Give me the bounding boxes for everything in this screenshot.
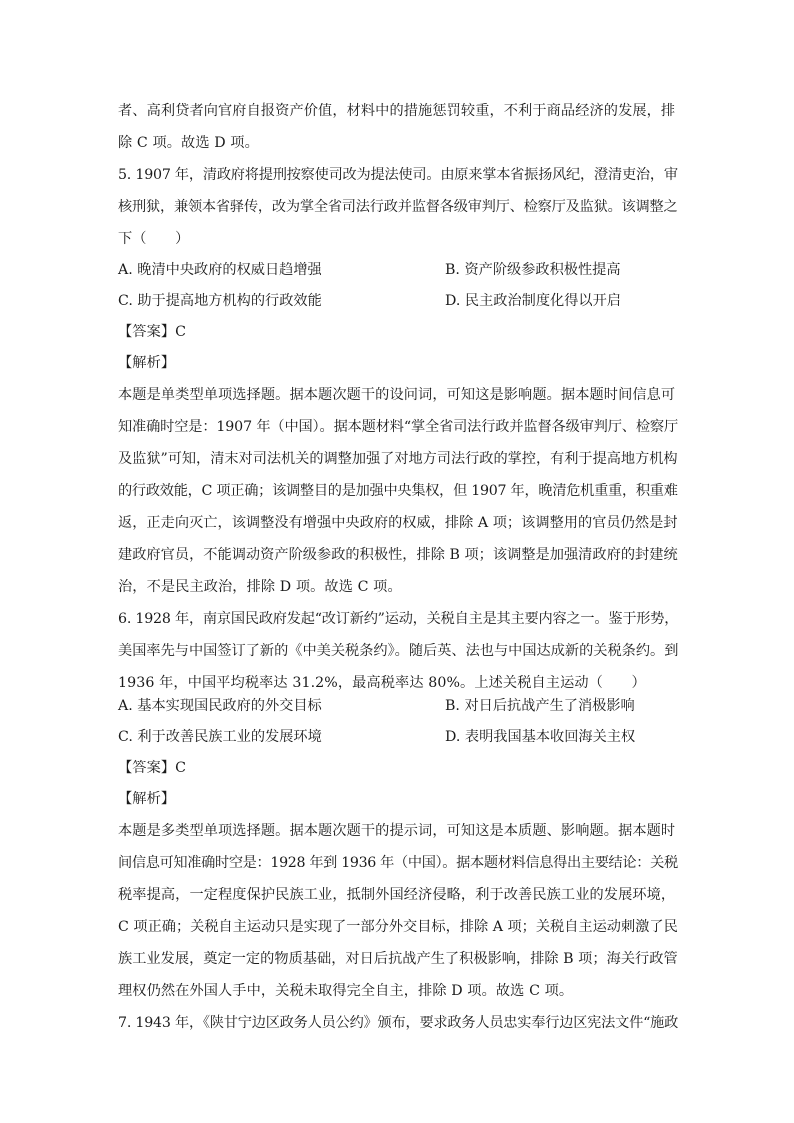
- q6-analysis-line: 理权仍然在外国人手中，关税未取得完全自主，排除 D 项。故选 C 项。: [118, 983, 574, 999]
- q5-stem-line: 核刑狱，兼领本省驿传，改为掌全省司法行政并监督各级审判厅、检察厅及监狱。该调整之: [118, 199, 678, 215]
- q5-option-a: A. 晚清中央政府的权威日趋增强: [118, 262, 322, 278]
- q5-analysis-line: 返，正走向灭亡，该调整没有增强中央政府的权威，排除 A 项；该调整用的官员仍然是封: [118, 515, 678, 531]
- q6-option-a: A. 基本实现国民政府的外交目标: [118, 698, 322, 714]
- q7-stem-line: 7. 1943 年，《陕甘宁边区政务人员公约》颁布，要求政务人员忠实奉行边区宪法文件“施政: [118, 1015, 679, 1031]
- q5-analysis-line: 建政府官员，不能调动资产阶级参政的积极性，排除 B 项；该调整是加强清政府的封建统: [118, 547, 678, 563]
- q5-analysis-label: 【解析】: [118, 355, 176, 371]
- q6-analysis-line: 间信息可知准确时空是：1928 年到 1936 年（中国）。据本题材料信息得出主要结论：关税: [118, 855, 678, 871]
- q6-stem-line: 6. 1928 年，南京国民政府发起“改订新约”运动，关税自主是其主要内容之一。鉴于形势，: [118, 611, 679, 627]
- q6-option-d: D. 表明我国基本收回海关主权: [445, 729, 636, 745]
- q6-option-c: C. 利于改善民族工业的发展环境: [118, 729, 322, 745]
- q5-answer: 【答案】C: [118, 324, 187, 340]
- q6-analysis-line: 本题是多类型单项选择题。据本题次题干的提示词，可知这是本质题、影响题。据本题时: [118, 823, 676, 839]
- q5-analysis-line: 及监狱”可知，清末对司法机关的调整加强了对地方司法行政的掌控，有利于提高地方机构: [118, 451, 678, 467]
- q6-analysis-label: 【解析】: [118, 791, 176, 807]
- q6-stem-line: 1936 年，中国平均税率达 31.2%，最高税率达 80%。上述关税自主运动（ ）: [118, 675, 646, 691]
- q6-analysis-line: C 项正确；关税自主运动只是实现了一部分外交目标，排除 A 项；关税自主运动刺激了民: [118, 919, 678, 935]
- q5-analysis-line: 的行政效能，C 项正确；该调整目的是加强中央集权，但 1907 年，晚清危机重重，积重难: [118, 483, 678, 499]
- intro-line: 者、高利贷者向官府自报资产价值，材料中的措施惩罚较重，不利于商品经济的发展，排: [118, 103, 676, 119]
- q5-option-d: D. 民主政治制度化得以开启: [445, 293, 621, 309]
- q6-analysis-line: 税率提高，一定程度保护民族工业，抵制外国经济侵略，利于改善民族工业的发展环境，: [118, 887, 676, 903]
- q5-option-b: B. 资产阶级参政积极性提高: [445, 262, 621, 278]
- q6-stem-line: 美国率先与中国签订了新的《中美关税条约》。随后英、法也与中国达成新的关税条约。到: [118, 643, 679, 659]
- q6-analysis-line: 族工业发展，奠定一定的物质基础，对日后抗战产生了积极影响，排除 B 项；海关行政管: [118, 951, 678, 967]
- q5-option-c: C. 助于提高地方机构的行政效能: [118, 293, 322, 309]
- q5-stem-line: 5. 1907 年，清政府将提刑按察使司改为提法使司。由原来掌本省振扬风纪，澄清吏治，审: [118, 167, 678, 183]
- q5-analysis-line: 知准确时空是：1907 年（中国）。据本题材料“掌全省司法行政并监督各级审判厅、检察厅: [118, 419, 679, 435]
- intro-line: 除 C 项。故选 D 项。: [118, 135, 259, 151]
- q6-answer: 【答案】C: [118, 760, 187, 776]
- q6-option-b: B. 对日后抗战产生了消极影响: [445, 698, 635, 714]
- q5-analysis-line: 治，不是民主政治，排除 D 项。故选 C 项。: [118, 579, 402, 595]
- q5-stem-line: 下（ ）: [118, 231, 190, 247]
- q5-analysis-line: 本题是单类型单项选择题。据本题次题干的设问词，可知这是影响题。据本题时间信息可: [118, 387, 676, 403]
